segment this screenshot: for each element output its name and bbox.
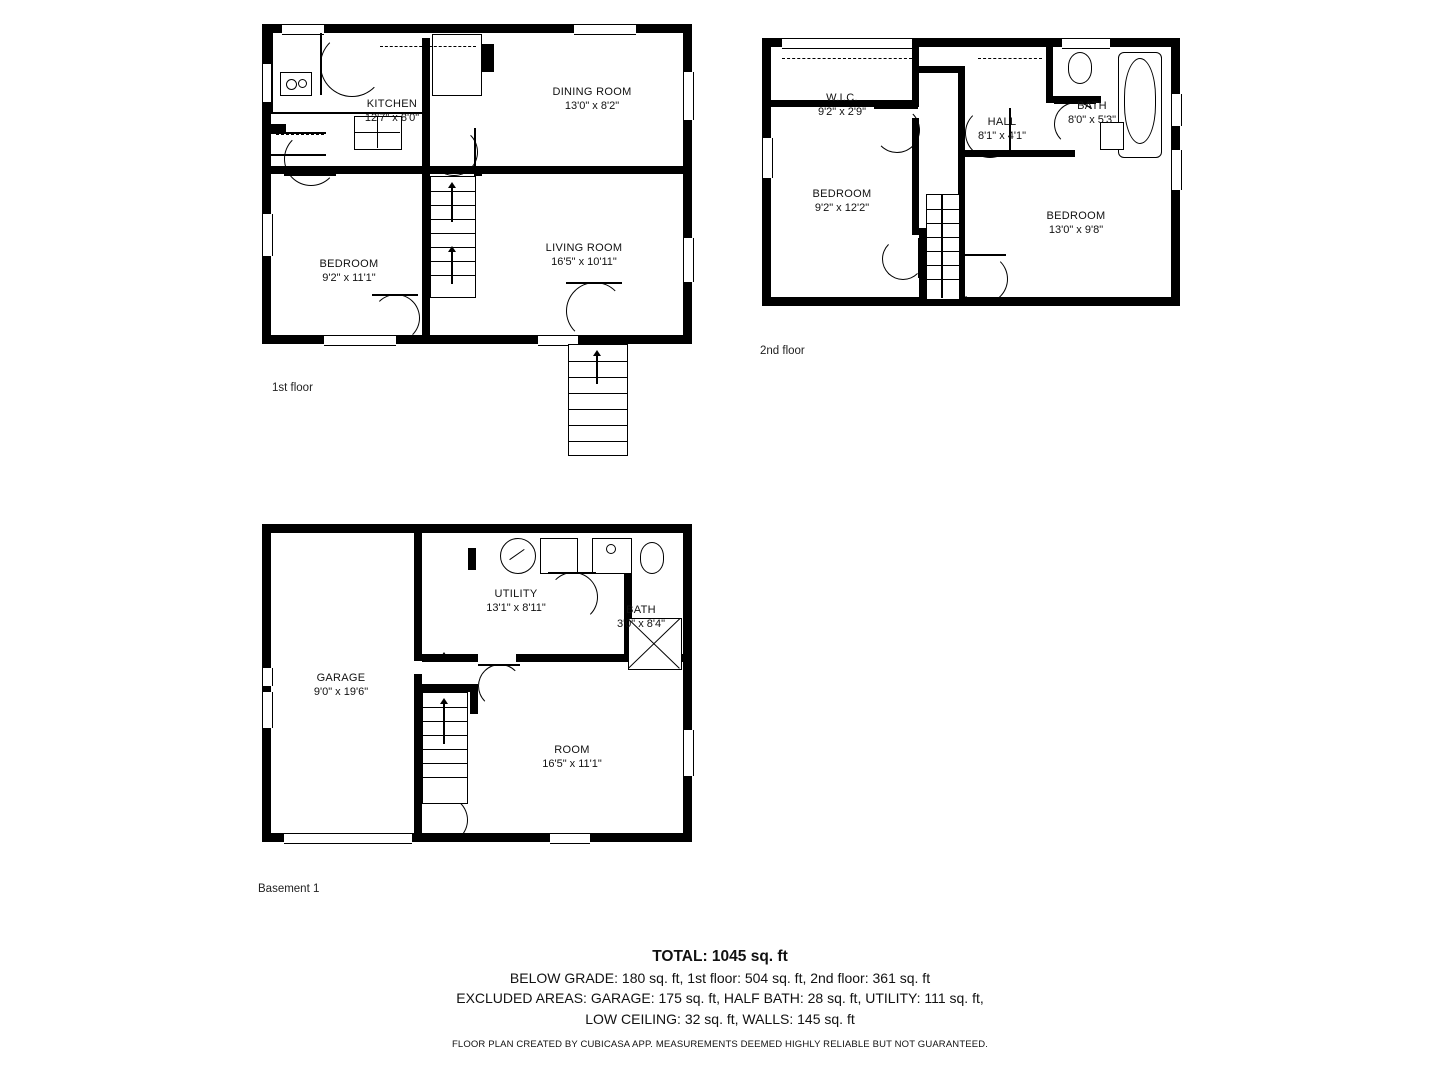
sink-bowl (286, 79, 297, 90)
window (262, 214, 273, 256)
room-dimension: 13'0" x 8'2" (564, 99, 620, 112)
furnace (540, 538, 578, 574)
wall-interior (422, 174, 430, 336)
staircase (926, 194, 960, 300)
room-dimension: 9'2" x 2'9" (817, 105, 867, 118)
summary-total: TOTAL: 1045 sq. ft (652, 948, 788, 965)
stair-direction-line (596, 356, 598, 384)
room-name: BEDROOM (319, 258, 379, 270)
room-label-utility (448, 588, 584, 616)
room-dimension: 9'2" x 12'2" (814, 201, 870, 214)
window (762, 138, 773, 178)
window (782, 38, 912, 49)
wall-interior (262, 124, 286, 132)
wall-interior (414, 533, 422, 661)
room-label-living (494, 242, 674, 270)
door-leaf (566, 282, 622, 284)
room-name: BEDROOM (812, 188, 872, 200)
floor-plan-first (262, 24, 692, 344)
window (282, 24, 324, 35)
room-dimension: 3'0" x 8'4" (616, 617, 666, 630)
room-dimension: 13'1" x 8'11" (486, 601, 546, 614)
toilet (1068, 52, 1092, 84)
room-dimension: 13'0" x 9'8" (1048, 223, 1104, 236)
room-label-hall (948, 116, 1056, 144)
window (1062, 38, 1110, 49)
room-name: UTILITY (494, 588, 538, 600)
window (683, 730, 694, 776)
room-name: ROOM (554, 744, 590, 756)
door-arc-entry (566, 282, 624, 340)
closet-line (782, 58, 912, 59)
room-label-bedroom-1 (772, 188, 912, 216)
door-arc (958, 254, 1008, 304)
garage-door (284, 833, 412, 844)
wall-interior (470, 684, 478, 714)
door-leaf (474, 128, 476, 174)
summary-line-2: EXCLUDED AREAS: GARAGE: 175 sq. ft, HALF BATH: 28 sq. ft, UTILITY: 111 sq. ft, (456, 990, 984, 1007)
floor-plan-basement (262, 524, 692, 842)
wall-interior (912, 47, 919, 107)
closet-line (978, 58, 1042, 59)
window (683, 238, 694, 282)
sink-bowl (298, 79, 307, 88)
window (1171, 94, 1182, 126)
door-leaf (548, 572, 596, 574)
room-label-wic (776, 92, 908, 120)
door-arc (320, 33, 384, 97)
kitchen-counter (271, 33, 273, 113)
room-name: BATH (1077, 100, 1107, 112)
room-name: BEDROOM (1046, 210, 1106, 222)
toilet (640, 542, 664, 574)
wall-interior (516, 654, 626, 662)
door-leaf (958, 254, 1006, 256)
room-label-bedroom (274, 258, 424, 286)
wall-interior (422, 654, 478, 662)
water-heater (500, 538, 536, 574)
stair-direction-line (443, 704, 445, 744)
room-dimension: 8'1" x 4'1" (977, 129, 1027, 142)
room-name: KITCHEN (366, 98, 418, 110)
room-dimension: 9'0" x 19'6" (313, 685, 369, 698)
refrigerator (432, 34, 482, 96)
sink-bowl (606, 544, 616, 554)
wall-exterior-right (683, 524, 692, 842)
room-label-room (488, 744, 656, 772)
window (1171, 150, 1182, 190)
window (550, 833, 590, 844)
floor-plan-second (762, 38, 1180, 306)
room-dimension: 12'7" x 8'0" (364, 111, 420, 124)
room-name: HALL (987, 116, 1017, 128)
wall-interior (919, 66, 965, 73)
door-leaf (284, 174, 336, 176)
room-dimension: 9'2" x 11'1" (322, 271, 376, 284)
door-arc (284, 132, 338, 186)
window (683, 72, 694, 120)
floor-label-second: 2nd floor (760, 345, 805, 357)
staircase (430, 176, 476, 298)
room-label-bedroom-2 (1000, 210, 1152, 238)
window (574, 24, 636, 35)
staircase (422, 692, 468, 804)
summary-disclaimer: FLOOR PLAN CREATED BY CUBICASA APP. MEASUREMENTS DEEMED HIGHLY RELIABLE BUT NOT GUARANTEED. (451, 1038, 989, 1050)
floor-label-basement: Basement 1 (258, 883, 320, 895)
summary-line-1: BELOW GRADE: 180 sq. ft, 1st floor: 504 sq. ft, 2nd floor: 361 sq. ft (509, 970, 931, 986)
room-label-kitchen (322, 98, 462, 126)
room-label-bath (598, 604, 684, 632)
summary-block (0, 948, 1440, 1050)
door-leaf (478, 664, 520, 666)
stair-direction-arrow (440, 652, 448, 658)
room-dimension: 16'5" x 10'11" (551, 255, 617, 268)
room-dimension: 16'5" x 11'1" (542, 757, 602, 770)
room-name: BATH (626, 604, 656, 616)
room-label-garage (270, 672, 412, 700)
stair-rail (941, 194, 943, 298)
door-arc (430, 128, 478, 176)
exterior-staircase (568, 344, 628, 456)
room-dimension: 8'0" x 5'3" (1067, 113, 1117, 126)
wall-interior (530, 166, 684, 174)
room-name: DINING ROOM (552, 86, 632, 98)
door-leaf (320, 33, 322, 95)
wall-exterior-top (262, 524, 692, 533)
door-leaf (918, 238, 920, 278)
room-label-dining (512, 86, 672, 114)
stair-direction-line (451, 188, 453, 222)
summary-line-3: LOW CEILING: 32 sq. ft, WALLS: 145 sq. ft (585, 1010, 855, 1027)
room-name: W.I.C. (826, 92, 858, 104)
door-arc (372, 294, 420, 342)
room-label-bath (1050, 100, 1134, 128)
floor-label-first: 1st floor (272, 382, 313, 394)
cabinet-line (380, 46, 476, 47)
door-leaf (372, 294, 418, 296)
room-name: GARAGE (316, 672, 366, 684)
room-name: LIVING ROOM (545, 242, 623, 254)
wall-interior (468, 548, 476, 570)
door-arc (478, 664, 522, 708)
stair-direction-line (451, 252, 453, 284)
wall-interior (1046, 47, 1053, 103)
